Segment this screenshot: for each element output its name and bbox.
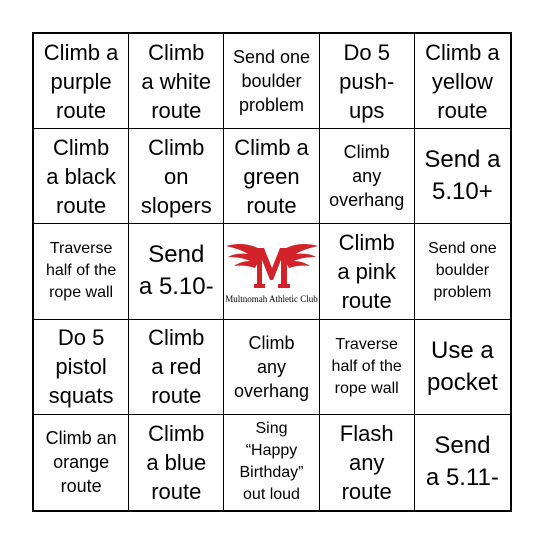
cell-text: Climb a red route xyxy=(148,325,205,409)
cell-text: Climb a green route xyxy=(234,134,309,218)
bingo-cell-17[interactable] xyxy=(129,320,224,415)
bingo-cell-21[interactable] xyxy=(34,415,129,510)
cell-text: Traverse half of the rope wall xyxy=(45,240,117,302)
cell-text: Send a 5.11- xyxy=(425,432,499,492)
bingo-cell-18[interactable] xyxy=(224,320,319,415)
cell-text: Use a pocket xyxy=(427,336,498,396)
cell-text: Climb a pink route xyxy=(337,229,397,313)
bingo-cell-25[interactable] xyxy=(415,415,510,510)
bingo-cell-12[interactable] xyxy=(129,224,224,319)
letter-m-icon xyxy=(254,248,290,288)
cell-text: Send a 5.10- xyxy=(138,241,214,301)
bingo-cell-6[interactable] xyxy=(34,129,129,224)
bingo-cell-1[interactable] xyxy=(34,34,129,129)
bingo-cell-2[interactable] xyxy=(129,34,224,129)
cell-text: Climb a black route xyxy=(46,134,116,218)
winged-m-logo-icon xyxy=(224,238,319,296)
cell-text: Traverse half of the rope wall xyxy=(331,335,402,397)
bingo-cell-11[interactable] xyxy=(34,224,129,319)
bingo-cell-19[interactable] xyxy=(320,320,415,415)
cell-text: Climb a purple route xyxy=(43,39,119,123)
bingo-cell-14[interactable] xyxy=(320,224,415,319)
cell-text: Climb on slopers xyxy=(140,134,212,218)
bingo-cell-16[interactable] xyxy=(34,320,129,415)
bingo-cell-22[interactable] xyxy=(129,415,224,510)
cell-text: Send a 5.10+ xyxy=(424,146,501,206)
bingo-cell-15[interactable] xyxy=(415,224,510,319)
bingo-cell-20[interactable] xyxy=(415,320,510,415)
bingo-cell-3[interactable] xyxy=(224,34,319,129)
bingo-cell-9[interactable] xyxy=(320,129,415,224)
cell-text: Do 5 push- ups xyxy=(339,39,395,123)
bingo-cell-23[interactable] xyxy=(224,415,319,510)
cell-text: Climb an orange route xyxy=(45,428,117,497)
bingo-cell-10[interactable] xyxy=(415,129,510,224)
bingo-cell-7[interactable] xyxy=(129,129,224,224)
free-space-logo[interactable] xyxy=(224,224,319,319)
bingo-cell-5[interactable] xyxy=(415,34,510,129)
cell-text: Climb a white route xyxy=(141,39,212,123)
cell-text: Send one boulder problem xyxy=(232,47,311,116)
cell-text: Sing “Happy Birthday” out loud xyxy=(239,420,304,504)
cell-text: Send one boulder problem xyxy=(428,240,497,302)
cell-text: Do 5 pistol squats xyxy=(48,325,114,409)
bingo-cell-8[interactable] xyxy=(224,129,319,224)
cell-text: Climb a blue route xyxy=(146,420,207,504)
cell-text: Climb any overhang xyxy=(233,332,310,401)
logo-wordmark: Multnomah Athletic Club xyxy=(225,294,318,305)
bingo-board xyxy=(32,32,512,512)
cell-text: Climb a yellow route xyxy=(425,39,500,123)
cell-text: Climb any overhang xyxy=(329,142,405,211)
cell-text: Flash any route xyxy=(339,420,394,504)
bingo-cell-24[interactable] xyxy=(320,415,415,510)
bingo-cell-4[interactable] xyxy=(320,34,415,129)
